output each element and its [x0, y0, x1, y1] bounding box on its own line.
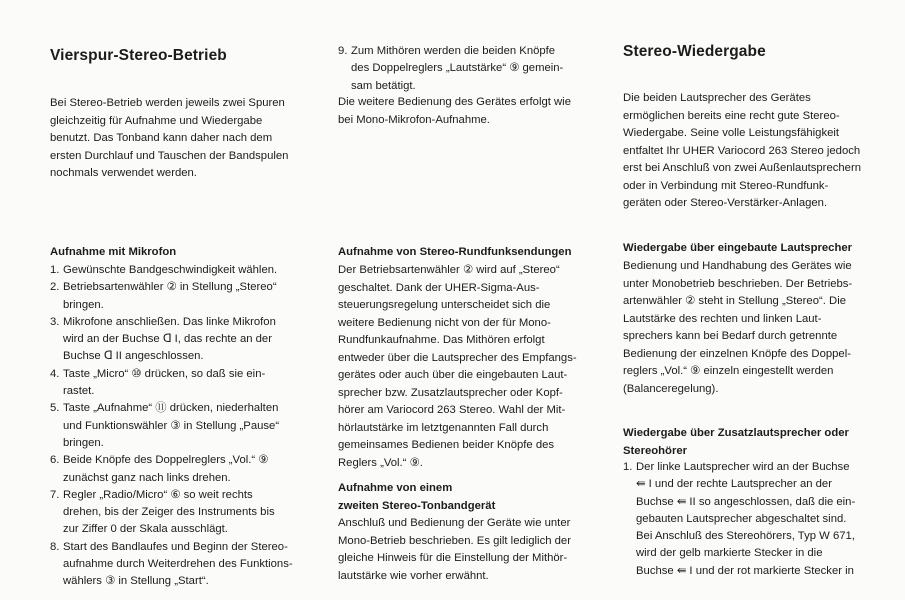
text-line: Bedienung der einzelnen Knöpfe des Doppel- — [623, 347, 851, 360]
text-line: gemeinsames Bedienen beider Knöpfe des — [338, 439, 555, 451]
text-line: nochmals verwendet werden. — [50, 167, 197, 179]
text-line: sprecher bzw. Zusatzlautsprecher oder Kopf- — [338, 386, 563, 399]
step-number: 1. — [623, 461, 633, 473]
text-line: Die beiden Lautsprecher des Gerätes — [623, 92, 811, 104]
text-line: oder in Verbindung mit Stereo-Rundfunk- — [623, 179, 829, 192]
text-line: sprechers kann bei Bedarf durch getrennte — [623, 330, 838, 342]
text-line: unter Monobetrieb beschrieben. Der Betriebs- — [623, 277, 853, 290]
step-text-line: zur Ziffer 0 der Skala ausschlägt. — [63, 523, 228, 536]
step-text-line: Taste „Aufnahme“ ⑪ drücken, niederhalten — [63, 402, 279, 415]
step-number: 2. — [50, 281, 60, 294]
text-line: Der Betriebsartenwähler ② wird auf „Stereo“ — [338, 264, 560, 276]
step-text-line: Gewünschte Bandgeschwindigkeit wählen. — [63, 264, 278, 276]
list-item — [50, 314, 325, 366]
step-text-line: Bei Anschluß des Stereohörers, Typ W 671, — [636, 530, 855, 543]
heading-radio-recording: Aufnahme von Stereo-Rundfunksendungen — [338, 246, 572, 258]
text-line: geschaltet. Dank der UHER-Sigma-Aus- — [338, 281, 540, 294]
text-line: Rundfunkaufnahme. Das Mithören erfolgt — [338, 334, 545, 346]
list-item — [50, 279, 325, 314]
step-text-line: Taste „Micro“ ⑩ drücken, so daß sie ein- — [63, 367, 266, 380]
text-line: gerätes oder auch über die eingebauten Laut- — [338, 369, 568, 381]
builtin-speakers-paragraph — [623, 258, 852, 398]
step-text-line: Beide Knöpfe des Doppelreglers „Vol.“ ⑨ — [63, 454, 269, 467]
section-title-vierspur: Vierspur-Stereo-Betrieb — [50, 47, 227, 64]
text-line: weitere Bedienung nicht von der für Mono- — [338, 316, 551, 329]
step-text-line: Mikrofone anschließen. Das linke Mikrofon — [63, 315, 276, 328]
step-text-line: Der linke Lautsprecher wird an der Buchse — [636, 461, 850, 473]
heading-second-tape-recorder — [338, 480, 495, 515]
list-item — [50, 452, 325, 487]
step-number: 4. — [50, 367, 60, 380]
step-9-list — [338, 43, 608, 95]
step-text-line: Buchse ᗡ II angeschlossen. — [63, 350, 204, 363]
section-title-stereo-wiedergabe: Stereo-Wiedergabe — [623, 43, 766, 60]
text-line: Wiedergabe über Zusatzlautsprecher oder — [623, 427, 849, 439]
step-text-line: Zum Mithören werden die beiden Knöpfe — [351, 45, 556, 57]
heading-extra-speakers — [623, 425, 849, 460]
text-line: steuerungsregelung unterscheidet sich die — [338, 299, 551, 311]
radio-recording-paragraph — [338, 262, 577, 472]
step-text-line: zunächst ganz nach links drehen. — [63, 471, 231, 484]
text-line: Anschluß und Bedienung der Geräte wie unter — [338, 517, 571, 529]
text-line: Reglers „Vol.“ ⑨. — [338, 456, 423, 469]
list-item — [338, 43, 608, 95]
step-text-line: bringen. — [63, 298, 104, 311]
text-line: Die weitere Bedienung des Gerätes erfolgt wie — [338, 96, 571, 108]
step-text-line: Betriebsartenwähler ② in Stellung „Stereo“ — [63, 281, 277, 294]
text-line: entweder über die Lautsprecher des Empfangs- — [338, 351, 577, 364]
list-item — [50, 262, 325, 279]
step-text-line: drehen, bis der Zeiger des Instruments bis — [63, 506, 275, 519]
text-line: Aufnahme von einem — [338, 482, 453, 494]
step-number: 9. — [338, 45, 348, 57]
step-number: 1. — [50, 264, 60, 276]
text-line: entfaltet Ihr UHER Variocord 263 Stereo jedoch — [623, 144, 861, 157]
step-text-line: und Funktionswähler ③ in Stellung „Pause“ — [63, 419, 280, 432]
playback-intro-paragraph — [623, 90, 861, 213]
text-line: Mono-Betrieb beschrieben. Es gilt lediglich der — [338, 534, 571, 547]
text-line: lautstärke wie vorher erwähnt. — [338, 569, 489, 582]
step-number: 6. — [50, 454, 60, 467]
step-text-line: wird der gelb markierte Stecker in die — [636, 547, 823, 560]
text-line: Lautstärke des rechten und linken Laut- — [623, 312, 822, 325]
step-text-line: Buchse ⇚ II so angeschlossen, daß die ein- — [636, 495, 856, 508]
text-line: bei Mono-Mikrofon-Aufnahme. — [338, 113, 490, 126]
text-line: erst bei Anschluß von zwei Außenlautsprechern — [623, 162, 861, 174]
heading-builtin-speakers: Wiedergabe über eingebaute Lautsprecher — [623, 242, 853, 254]
step-text-line: sam betätigt. — [351, 79, 416, 92]
text-line: geräten oder Stereo-Verstärker-Anlagen. — [623, 197, 828, 209]
step-text-line: gebauten Lautsprecher abgeschaltet sind. — [636, 512, 847, 525]
list-item — [50, 366, 325, 401]
list-item — [50, 400, 325, 452]
step-text-line: wählers ③ in Stellung „Start“. — [63, 575, 209, 588]
list-item — [623, 459, 885, 580]
step-number: 3. — [50, 315, 60, 328]
text-line: (Balanceregelung). — [623, 382, 719, 395]
step-text-line: aufnahme durch Weiterdrehen des Funktions- — [63, 558, 293, 571]
intro-paragraph — [50, 95, 288, 183]
text-line: ermöglichen bereits eine recht gute Stereo- — [623, 109, 840, 122]
step9-followup-paragraph — [338, 94, 571, 129]
text-line: gleichzeitig für Aufnahme und Wiedergabe — [50, 114, 263, 127]
text-line: hörer am Variocord 263 Stereo. Wahl der Mit- — [338, 404, 566, 416]
second-recorder-paragraph — [338, 515, 571, 585]
step-text-line: wird an der Buchse ᗡ I, das rechte an der — [63, 333, 272, 346]
extra-speakers-steps — [623, 459, 885, 580]
mic-steps-list — [50, 262, 325, 591]
text-line: benutzt. Das Tonband kann daher nach dem — [50, 132, 273, 144]
step-text-line: bringen. — [63, 436, 104, 449]
step-text-line: Buchse ⇚ I und der rot markierte Stecker in — [636, 564, 854, 577]
heading-mic-recording: Aufnahme mit Mikrofon — [50, 246, 177, 258]
text-line: hörlautstärke im letztgenannten Fall durch — [338, 421, 549, 434]
step-text-line: des Doppelreglers „Lautstärke“ ⑨ gemein- — [351, 62, 564, 75]
step-text-line: ⇚ I und der rechte Lautsprecher an der — [636, 478, 832, 491]
text-line: reglers „Vol.“ ⑨ einzeln eingestellt werden — [623, 365, 834, 377]
text-line: artenwähler ② steht in Stellung „Stereo“. Die — [623, 295, 846, 307]
text-line: ersten Durchlauf und Tauschen der Bandspulen — [50, 149, 289, 162]
step-number: 8. — [50, 540, 60, 553]
list-item — [50, 539, 325, 591]
step-text-line: Regler „Radio/Micro“ ⑥ so weit rechts — [63, 488, 253, 501]
text-line: gleiche Hinweis für die Einstellung der Mithör- — [338, 552, 568, 564]
text-line: Stereohörer — [623, 444, 688, 457]
text-line: Bei Stereo-Betrieb werden jeweils zwei Spuren — [50, 97, 285, 109]
list-item — [50, 487, 325, 539]
step-number: 7. — [50, 488, 60, 501]
step-text-line: Start des Bandlaufes und Beginn der Stereo- — [63, 540, 288, 553]
text-line: Bedienung und Handhabung des Gerätes wie — [623, 260, 852, 272]
step-text-line: rastet. — [63, 385, 95, 398]
step-number: 5. — [50, 402, 60, 415]
text-line: zweiten Stereo-Tonbandgerät — [338, 499, 496, 512]
text-line: Wiedergabe. Seine volle Leistungsfähigkeit — [623, 127, 840, 139]
